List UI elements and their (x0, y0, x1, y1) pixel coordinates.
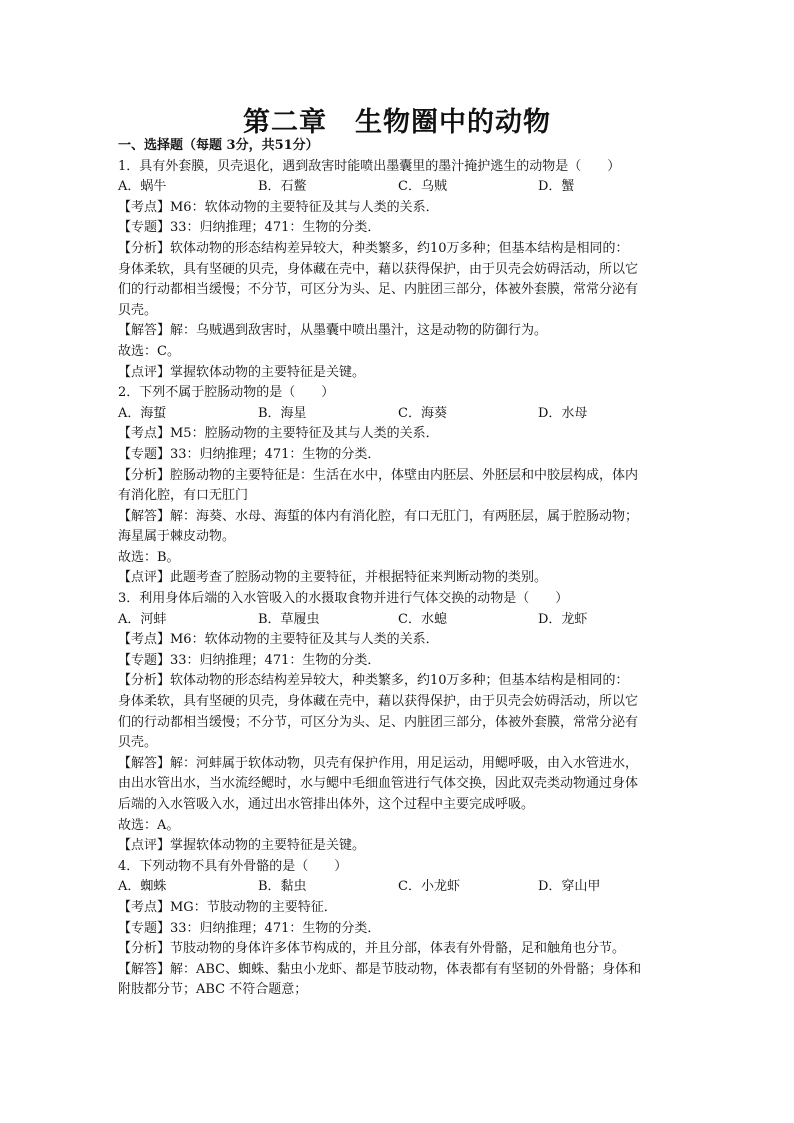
question-3-analysis-line: 【分析】软体动物的形态结构差异较大，种类繁多，约10万多种；但基本结构是相同的： (118, 673, 629, 689)
question-3-comment: 【点评】掌握软体动物的主要特征是关键。 (118, 838, 366, 854)
option-d: D．穿山甲 (538, 879, 601, 895)
option-c: C．海葵 (398, 405, 447, 421)
question-3-answer-line: 由出水管出水，当水流经鳃时，水与鳃中毛细血管进行气体交换，因此双壳类动物通过身体 (118, 776, 639, 792)
question-4-options (118, 877, 684, 898)
option-a: A．蜘蛛 (118, 879, 167, 895)
question-1-stem: 1．具有外套膜，贝壳退化，遇到敌害时能喷出墨囊里的墨汁掩护逃生的动物是（ ） (118, 158, 621, 174)
question-3-options (118, 610, 684, 631)
option-d: D．龙虾 (538, 611, 588, 627)
question-4-zhuanti: 【专题】33：归纳推理；471：生物的分类． (118, 920, 381, 936)
question-3-kaodian: 【考点】M6：软体动物的主要特征及其与人类的关系． (118, 632, 439, 648)
question-3-analysis-line: 们的行动都相当缓慢；不分节，可区分为头、足、内脏团三部分，体被外套膜，常常分泌有 (118, 714, 639, 730)
option-b: B．黏虫 (258, 879, 307, 895)
page-title: 第二章 生物圈中的动物 (243, 107, 551, 138)
option-a: A．河蚌 (118, 611, 167, 627)
option-c: C．乌贼 (398, 179, 447, 195)
question-1-analysis-line: 们的行动都相当缓慢；不分节，可区分为头、足、内脏团三部分，体被外套膜，常常分泌有 (118, 282, 639, 298)
question-2-analysis-line: 有消化腔，有口无肛门 (118, 488, 249, 504)
question-3-zhuanti: 【专题】33：归纳推理；471：生物的分类． (118, 652, 381, 668)
option-d: D．水母 (538, 405, 588, 421)
question-3-analysis-line: 身体柔软，具有坚硬的贝壳，身体藏在壳中，藉以获得保护，由于贝壳会妨碍活动，所以它 (118, 694, 639, 710)
question-4-kaodian: 【考点】MG：节肢动物的主要特征． (118, 899, 337, 915)
question-2-comment: 【点评】此题考查了腔肠动物的主要特征，并根据特征来判断动物的类别。 (118, 570, 548, 586)
option-d: D．蟹 (538, 179, 575, 195)
option-b: B．海星 (258, 405, 307, 421)
question-2-choice: 故选：B。 (118, 549, 180, 565)
question-1-zhuanti: 【专题】33：归纳推理；471：生物的分类． (118, 220, 381, 236)
question-2-answer-line: 海星属于棘皮动物。 (118, 529, 236, 545)
question-2-options (118, 404, 684, 425)
document-body (118, 136, 684, 1001)
question-1-analysis-line: 【分析】软体动物的形态结构差异较大，种类繁多，约10万多种；但基本结构是相同的： (118, 240, 629, 256)
question-3-answer-line: 后端的入水管吸入水，通过出水管排出体外，这个过程中主要完成呼吸。 (118, 797, 535, 812)
question-2-analysis-line: 【分析】腔肠动物的主要特征是：生活在水中，体壁由内胚层、外胚层和中胶层构成，体内 (118, 467, 639, 483)
option-c: C．小龙虾 (398, 879, 460, 895)
question-2-answer-line: 【解答】解：海葵、水母、海蜇的体内有消化腔，有口无肛门，有两胚层，属于腔肠动物； (118, 508, 639, 524)
question-1-options (118, 177, 684, 198)
question-1-kaodian: 【考点】M6：软体动物的主要特征及其与人类的关系． (118, 199, 439, 215)
question-3-stem: 3．利用身体后端的入水管吸入的水摄取食物并进行气体交换的动物是（ ） (118, 591, 569, 607)
option-a: A．蜗牛 (118, 179, 167, 195)
option-c: C．水螅 (398, 611, 447, 627)
option-a: A．海蜇 (118, 405, 167, 421)
section-heading: 一、选择题（每题 3分，共51分） (118, 138, 319, 153)
question-2-kaodian: 【考点】M5：腔肠动物的主要特征及其与人类的关系． (118, 426, 439, 442)
question-4-answer-line: 附肢都分节；ABC 不符合题意； (118, 982, 308, 998)
option-b: B．草履虫 (258, 611, 320, 627)
question-4-answer-line: 【解答】解：ABC、蜘蛛、黏虫小龙虾、都是节肢动物，体表都有有坚韧的外骨骼；身体和 (118, 961, 642, 977)
question-3-answer-line: 【解答】解：河蚌属于软体动物，贝壳有保护作用，用足运动，用鳃呼吸，由入水管进水， (118, 755, 639, 771)
question-4-analysis: 【分析】节肢动物的身体许多体节构成的，并且分部，体表有外骨骼，足和触角也分节。 (118, 941, 626, 957)
question-2-zhuanti: 【专题】33：归纳推理；471：生物的分类． (118, 446, 381, 462)
question-1-comment: 【点评】掌握软体动物的主要特征是关键。 (118, 364, 366, 380)
question-4-stem: 4．下列动物不具有外骨骼的是（ ） (118, 858, 348, 874)
question-2-stem: 2．下列不属于腔肠动物的是（ ） (118, 385, 335, 401)
question-1-analysis-line: 贝壳。 (118, 302, 158, 318)
question-3-analysis-line: 贝壳。 (118, 735, 158, 751)
option-b: B．石鳖 (258, 179, 307, 195)
question-1-answer: 【解答】解：乌贼遇到敌害时，从墨囊中喷出墨汁，这是动物的防御行为。 (118, 323, 548, 339)
question-1-choice: 故选：C。 (118, 343, 180, 359)
question-1-analysis-line: 身体柔软，具有坚硬的贝壳，身体藏在壳中，藉以获得保护，由于贝壳会妨碍活动，所以它 (118, 261, 639, 277)
question-3-choice: 故选：A。 (118, 817, 180, 833)
